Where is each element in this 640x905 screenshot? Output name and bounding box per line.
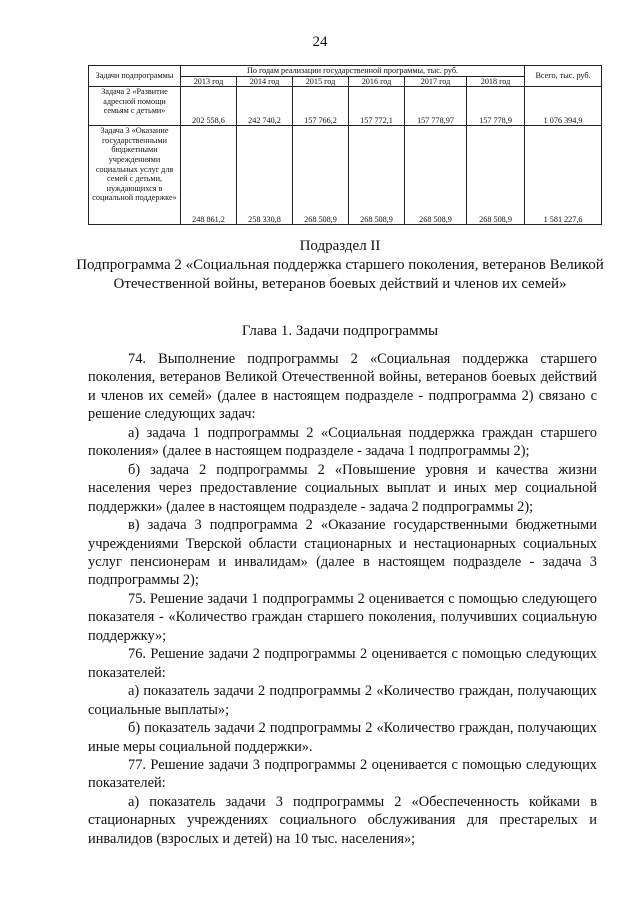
- header-year: 2017 год: [405, 76, 467, 87]
- task-cell: Задача 2 «Развитие адресной помощи семьям с детьми»: [89, 87, 181, 126]
- header-years-group: По годам реализации государственной программы, тыс. руб.: [181, 66, 525, 77]
- paragraph: в) задача 3 подпрограмма 2 «Оказание государственными бюджетными учреждениями Тверской области стационарных и нестационарных социальных услуг пенсионерам и инвалидам» (далее в настоящем подразделе - задача 3 подпрограммы 2);: [88, 517, 597, 589]
- value-cell: 157 778,97: [405, 87, 467, 126]
- total-cell: 1 581 227,6: [525, 126, 602, 225]
- paragraph: б) показатель задачи 2 подпрограммы 2 «Количество граждан, получающих иные меры социальной поддержки».: [88, 720, 597, 755]
- value-cell: 157 772,1: [349, 87, 405, 126]
- subsection-label: Подраздел II: [299, 238, 381, 254]
- value-cell: 242 740,2: [237, 87, 293, 126]
- body-text: [88, 350, 597, 848]
- value-cell: 268 508,9: [467, 126, 525, 225]
- paragraph: 75. Решение задачи 1 подпрограммы 2 оценивается с помощью следующего показателя - «Количество граждан старшего поколения, получивших социальную поддержку»;: [88, 590, 597, 644]
- paragraph: 74. Выполнение подпрограммы 2 «Социальная поддержка старшего поколения, ветеранов Великой Отечественной войны, ветеранов боевых действий и членов их семей» (далее в настоящем подразделе - подпрограмма 2) связано с решение следующих задач:: [88, 351, 597, 423]
- paragraph: 77. Решение задачи 3 подпрограммы 2 оценивается с помощью следующих показателей:: [88, 756, 597, 792]
- paragraph: а) показатель задачи 3 подпрограммы 2 «Обеспеченность койками в стационарных учреждениях социального обслуживания для престарелых и инвалидов (взрослых и детей) на 10 тыс. населения»;: [88, 793, 597, 847]
- value-cell: 157 778,9: [467, 87, 525, 126]
- task-cell: Задача 3 «Оказание государственными бюджетными учреждениями социальных услуг для семей с детьми, нуждающихся в социальной поддержке»: [89, 126, 181, 225]
- paragraph: а) задача 1 подпрограммы 2 «Социальная поддержка граждан старшего поколения» (далее в настоящем подразделе - задача 1 подпрограммы 2);: [88, 424, 597, 460]
- paragraph: 76. Решение задачи 2 подпрограммы 2 оценивается с помощью следующих показателей:: [88, 646, 597, 681]
- budget-table: [88, 65, 602, 225]
- paragraph: а) показатель задачи 2 подпрограммы 2 «Количество граждан, получающих социальные выплаты»;: [88, 683, 597, 718]
- paragraph: б) задача 2 подпрограммы 2 «Повышение уровня и качества жизни населения через предоставление социальных выплат и иных мер социальной поддержки» (далее в настоящем подразделе - задача 2 подпрограммы 2);: [88, 461, 597, 515]
- subsection-heading: [70, 237, 610, 294]
- header-year: 2013 год: [181, 76, 237, 87]
- header-year: 2014 год: [237, 76, 293, 87]
- total-cell: 1 076 394,9: [525, 87, 602, 126]
- header-total: Всего, тыс. руб.: [525, 66, 602, 87]
- header-year: 2016 год: [349, 76, 405, 87]
- header-task: Задачи подпрограммы: [89, 66, 181, 87]
- value-cell: 157 766,2: [293, 87, 349, 126]
- subsection-title: Подпрограмма 2 «Социальная поддержка старшего поколения, ветеранов Великой Отечественной войны, ветеранов боевых действий и членов их семей»: [76, 257, 604, 292]
- value-cell: 258 330,8: [237, 126, 293, 225]
- table-row: [89, 87, 602, 126]
- page-number: 24: [312, 34, 328, 50]
- header-year: 2018 год: [467, 76, 525, 87]
- table-row: [89, 126, 602, 225]
- value-cell: 268 508,9: [293, 126, 349, 225]
- chapter-title: Глава 1. Задачи подпрограммы: [241, 323, 439, 339]
- value-cell: 268 508,9: [349, 126, 405, 225]
- value-cell: 202 558,6: [181, 87, 237, 126]
- value-cell: 268 508,9: [405, 126, 467, 225]
- header-year: 2015 год: [293, 76, 349, 87]
- value-cell: 248 861,2: [181, 126, 237, 225]
- table-header-row: [89, 66, 602, 77]
